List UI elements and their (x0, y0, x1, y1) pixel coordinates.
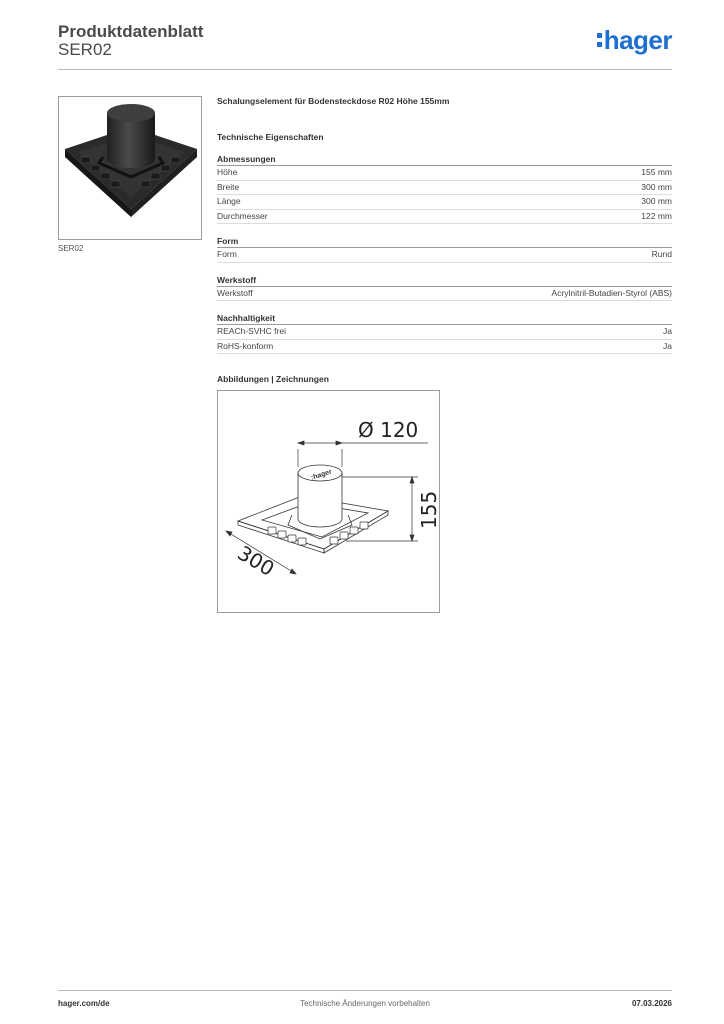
technical-drawing (217, 390, 440, 613)
section-dimensions (217, 154, 672, 224)
row-label: Länge (217, 196, 241, 206)
hager-logo (597, 26, 672, 54)
product-photo-image (59, 97, 201, 239)
page-footer (58, 990, 672, 1010)
product-details (217, 96, 672, 613)
row-label: Durchmesser (217, 210, 268, 221)
document-title: Produktdatenblatt (58, 22, 204, 41)
section-title: Form (217, 236, 239, 246)
row-value: Rund (651, 249, 672, 259)
product-description: Schalungselement für Bodensteckdose R02 Höhe 155mm (217, 96, 450, 106)
row-label: Breite (217, 181, 240, 192)
row-value: 300 mm (641, 181, 672, 192)
tech-properties-heading: Technische Eigenschaften (217, 132, 324, 142)
table-row (217, 181, 672, 196)
logo-dots-icon (597, 33, 602, 47)
row-label: RoHS-konform (217, 340, 274, 351)
row-label: Werkstoff (217, 287, 253, 298)
footer-website-link[interactable]: hager.com/de (58, 999, 110, 1008)
product-photo (58, 96, 202, 240)
row-value: 155 mm (641, 167, 672, 177)
document-subtitle: SER02 (58, 40, 112, 59)
section-title: Nachhaltigkeit (217, 313, 276, 323)
table-row (217, 195, 672, 210)
product-image-caption: SER02 (58, 244, 84, 253)
table-row (217, 287, 672, 302)
row-value: Ja (663, 340, 672, 351)
figures-heading: Abbildungen | Zeichnungen (217, 374, 329, 384)
row-value: 300 mm (641, 196, 672, 206)
footer-disclaimer: Technische Änderungen vorbehalten (300, 999, 430, 1008)
section-title: Werkstoff (217, 274, 257, 285)
table-row (217, 210, 672, 225)
page-header (58, 20, 672, 70)
row-value: 122 mm (641, 210, 672, 221)
section-sustainability (217, 313, 672, 354)
row-label: Form (217, 249, 237, 259)
row-label: REACh-SVHC frei (217, 326, 286, 336)
table-row (217, 248, 672, 263)
logo-text: hager (603, 25, 672, 55)
section-form (217, 236, 672, 263)
table-row (217, 166, 672, 181)
row-value: Ja (663, 326, 672, 336)
table-row (217, 325, 672, 340)
technical-drawing-image (218, 391, 439, 612)
diameter-label: Ø 120 (358, 418, 419, 442)
table-row (217, 340, 672, 355)
length-label: 300 (233, 540, 279, 581)
svg-text::hager: :hager (310, 468, 333, 482)
height-label: 155 (417, 490, 439, 529)
row-label: Höhe (217, 167, 238, 177)
row-value: Acrylnitril-Butadien-Styrol (ABS) (551, 287, 672, 298)
section-material (217, 275, 672, 302)
section-title: Abmessungen (217, 154, 276, 164)
footer-date: 07.03.2026 (631, 999, 672, 1008)
